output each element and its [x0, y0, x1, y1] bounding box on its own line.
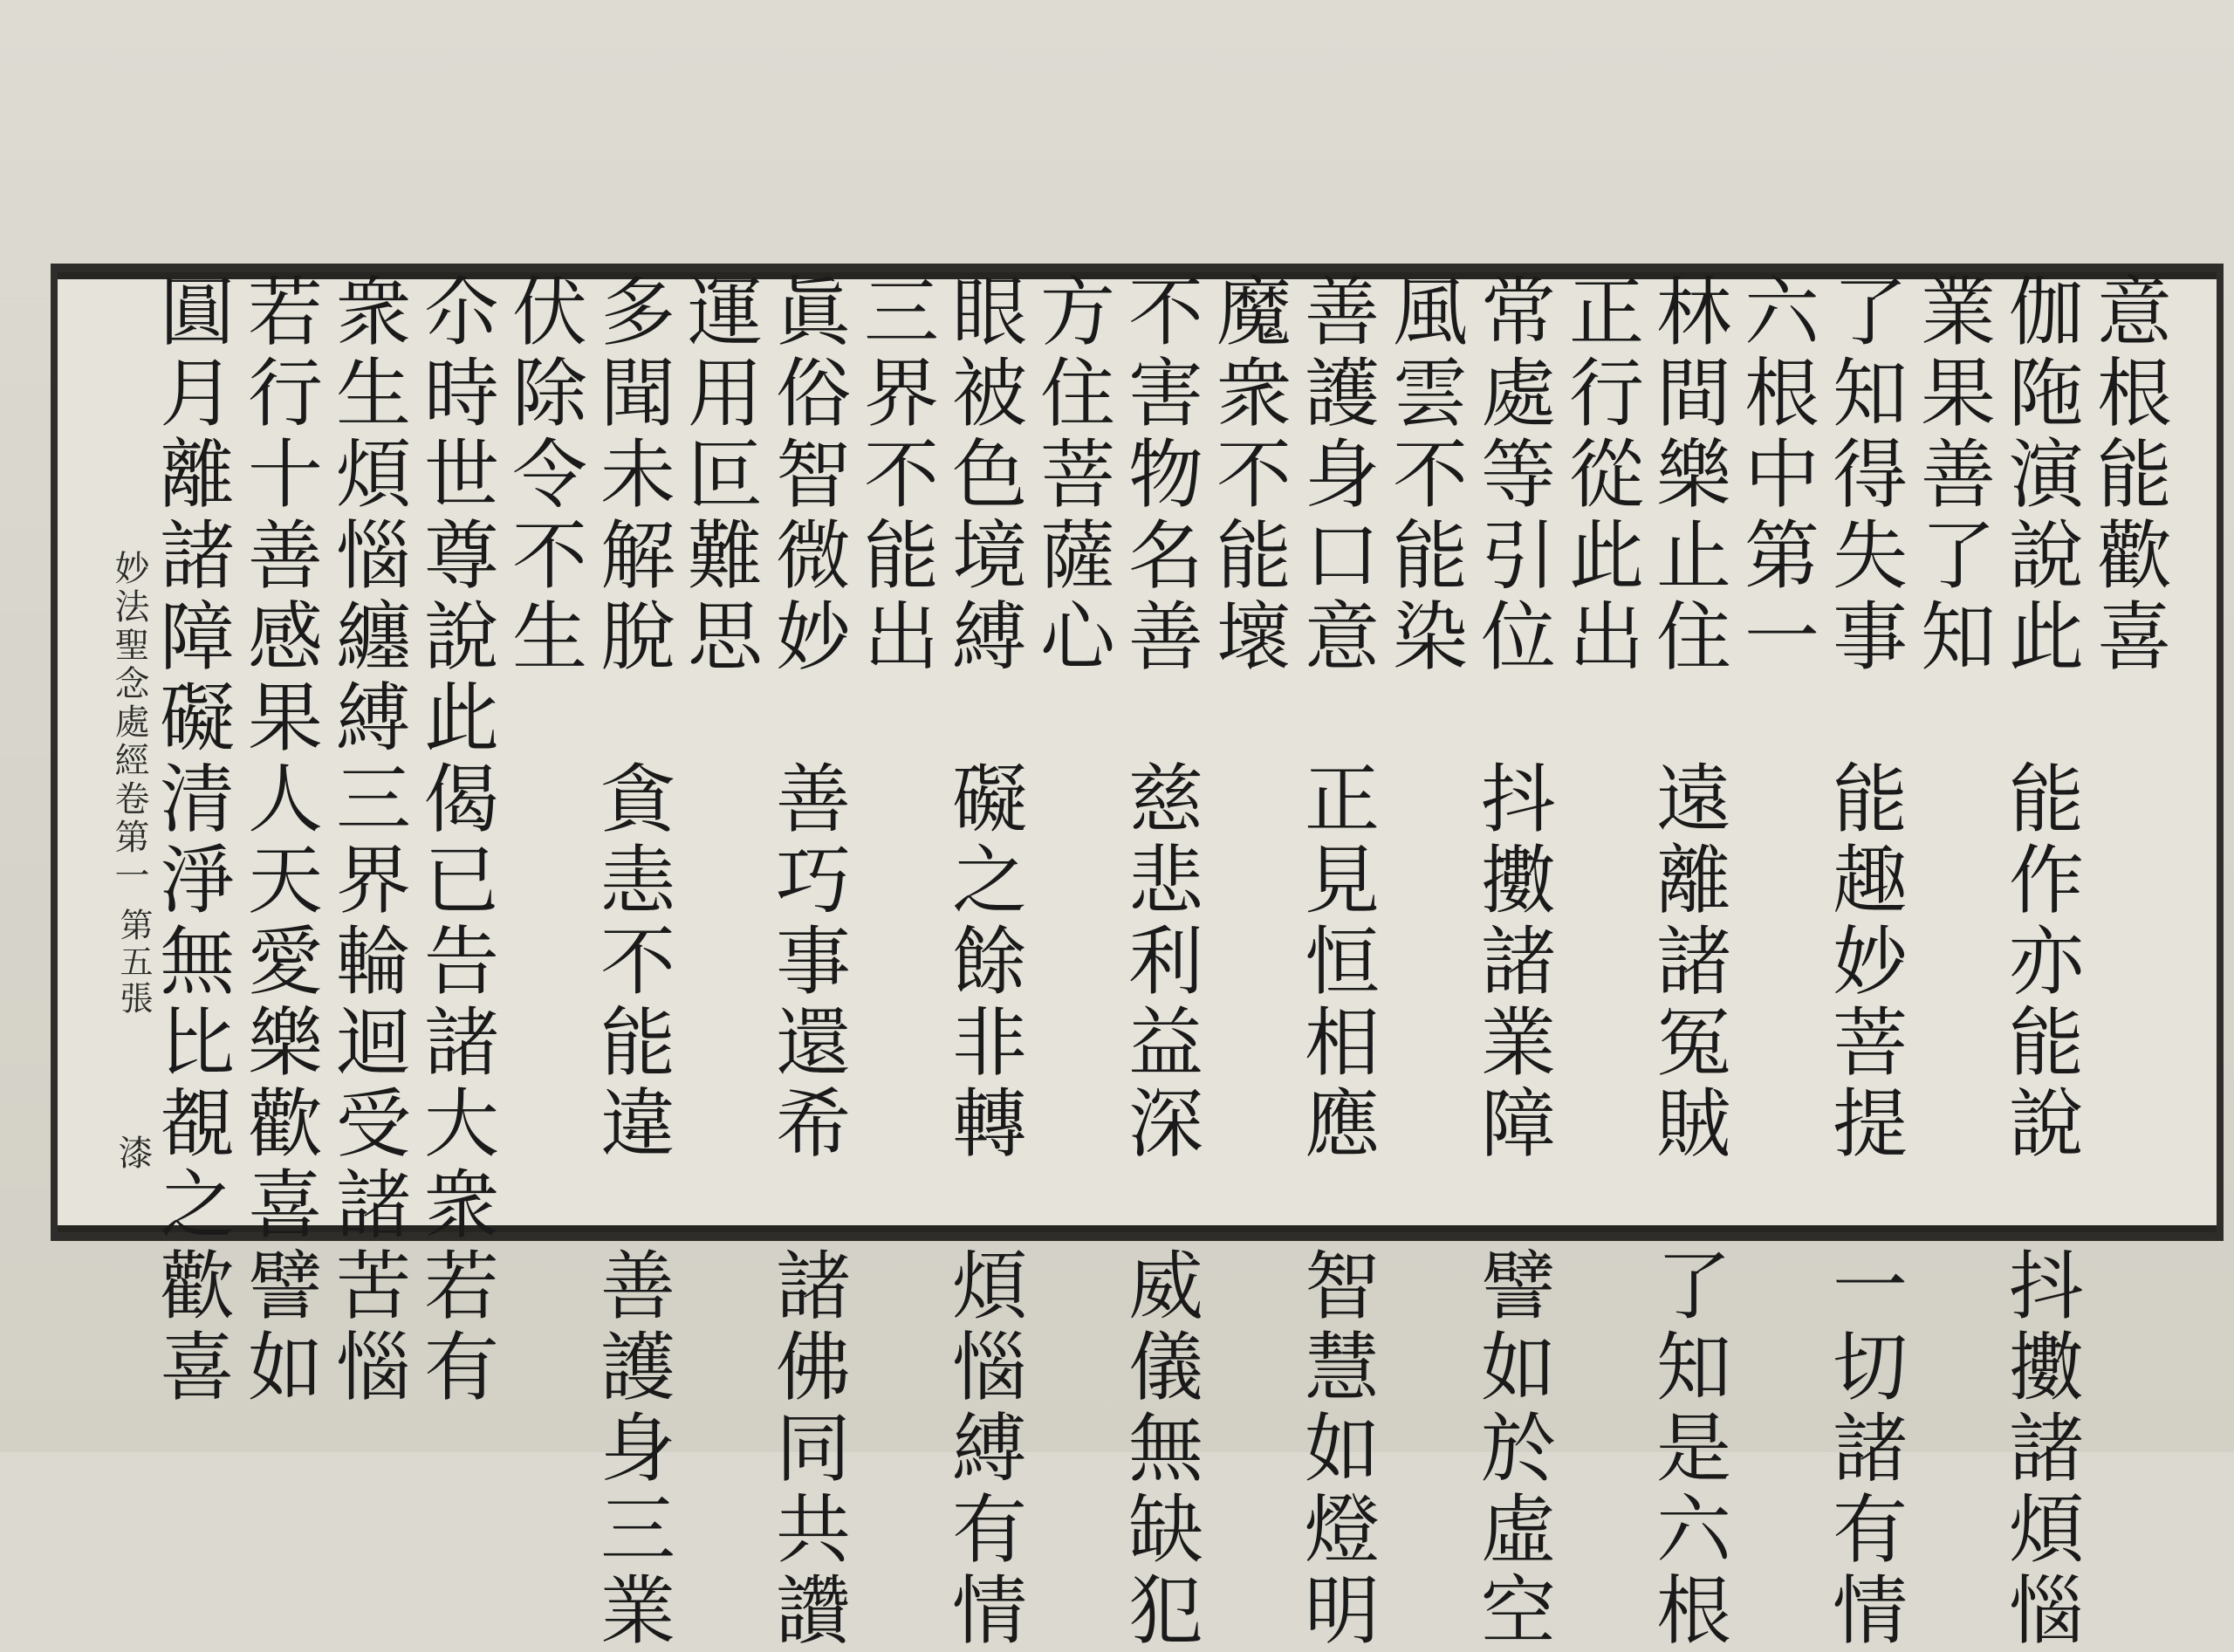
text-column-5: 六根中第一: [1731, 272, 1819, 678]
text-column-7: 正行從此出: [1556, 272, 1643, 678]
text-column-8: 常處等引位 抖擻諸業障 譬如於虛空: [1468, 272, 1555, 1652]
margin-leaf-number: 第五張: [114, 908, 153, 1018]
text-column-13: 方住菩薩心: [1027, 272, 1114, 678]
text-column-14: 眼被色境縛 礙之餘非轉 煩惱縛有情: [939, 272, 1026, 1652]
text-column-17: 運用叵難思: [675, 272, 762, 678]
text-column-16: 眞俗智微妙 善巧事還希 諸佛同共讚: [763, 272, 850, 1652]
text-column-11: 魔衆不能壞: [1203, 272, 1291, 678]
text-column-21: 衆生煩惱纏縛三界輪迴受諸苦惱: [323, 272, 410, 1409]
text-column-2: 伽陁演說此 能作亦能說 抖擻諸煩惱: [1996, 272, 2083, 1652]
text-column-3: 業果善了知: [1908, 272, 1995, 678]
margin-mark: 漆: [113, 1134, 153, 1169]
text-column-4: 了知得失事 能趣妙菩提 一切諸有情: [1819, 272, 1907, 1652]
text-column-12: 不害物名善 慈悲利益深 威儀無缺犯: [1115, 272, 1203, 1652]
text-column-23: 圓月離諸障礙清淨無比覩之歡喜: [147, 272, 234, 1409]
text-column-18: 多聞未解脫 貪恚不能違 善護身三業: [587, 272, 675, 1652]
text-column-19: 伏除令不生: [499, 272, 586, 678]
text-column-9: 風雲不能染: [1380, 272, 1467, 678]
text-column-1: 意根能歡喜: [2084, 272, 2171, 678]
margin-title: 妙法聖念處經卷第一: [109, 550, 149, 895]
text-column-10: 善護身口意 正見恒相應 智慧如燈明: [1292, 272, 1379, 1652]
text-column-22: 若行十善感果人天愛樂歡喜譬如: [235, 272, 322, 1409]
text-column-15: 三界不能出: [851, 272, 938, 678]
text-column-20: 尒時世尊說此偈已告諸大衆若有: [411, 272, 498, 1409]
text-column-6: 林間樂止住 遠離諸冤賊 了知是六根: [1643, 272, 1730, 1652]
